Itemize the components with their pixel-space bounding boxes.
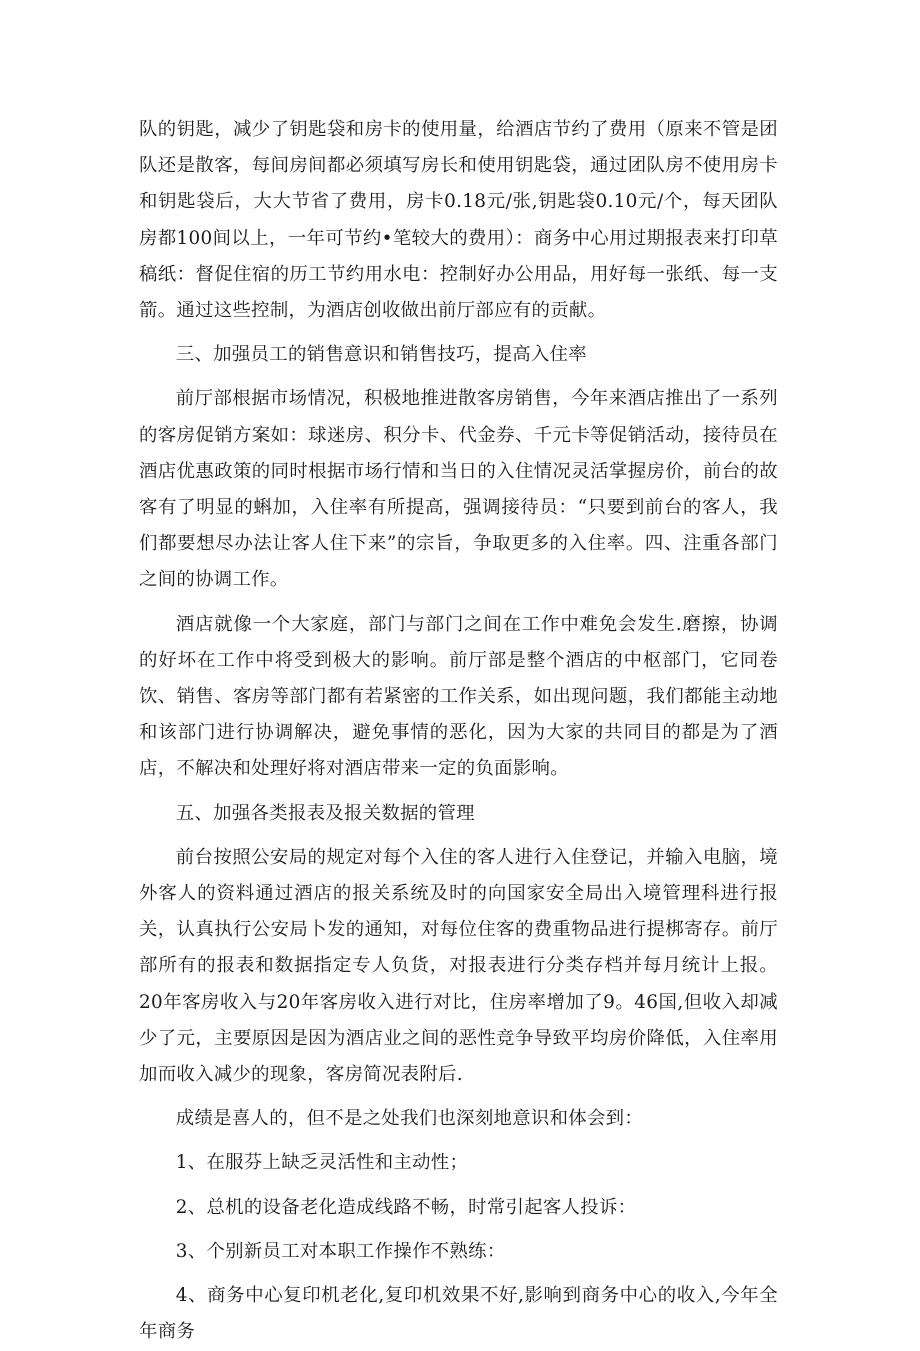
paragraph-coordination: 酒店就像一个大家庭，部门与部门之间在工作中难免会发生.磨擦，协调的好坏在工作中将受到极大的影响。前厅部是整个酒店的中枢部门，它同卷饮、销售、客房等部门都有若紧密的工作关系，如出现问题，我们都能主动地和该部门进行协调解决，避免事情的恶化，因为大家的共同目的都是为了酒店，不解决和处理好将对酒店带来一定的负面影响。 [139,613,778,780]
paragraph-cost-savings: 队的钥匙，减少了钥匙袋和房卡的使用量，给酒店节约了费用（原来不管是团队还是散客，每间房间都必须填写房长和使用钥匙袋，通过团队房不使用房卡和钥匙袋后，大大节省了费用，房卡0.18元/张,钥匙袋0.10元/个，每天团队房都100间以上，一年可节约•笔较大的费用）：商务中心用过期报表来打印草稿纸：督促住宿的历工节约用水电：控制好办公用品，用好每一张纸、每一支箭。通过这些控制，为酒店创收做出前厅部应有的贡献。 [139,119,778,322]
paragraph-shortcomings-intro: 成绩是喜人的，但不是之处我们也深刻地意识和体会到： [175,1108,644,1130]
list-item-2: 2、总机的设备老化造成线路不畅，时常引起客人投诉： [175,1196,637,1218]
section-heading-3: 三、加强员工的销售意识和销售技巧，提高入住率 [175,344,587,366]
paragraph-sales: 前厅部根据市场情况，积极地推进散客房销售，今年来酒店推出了一系列的客房促销方案如：球迷房、积分卡、代金券、千元卡等促销活动，接待员在酒店优惠政策的同时根据市场行情和当日的入住情况灵活掌握房价，前台的故客有了明显的蝌加，入住率有所提高，强调接待员：“只要到前台的客人，我们都要想尽办法让客人住下来”的宗旨，争取更多的入住率。四、注重各部门之间的协调工作。 [139,388,778,591]
list-item-4: 4、商务中心复印机老化,复印机效果不好,影响到商务中心的收入,今年全年商务 [139,1285,778,1343]
list-item-1: 1、在服芬上缺乏灵活性和主动性； [175,1152,469,1174]
list-item-3: 3、个别新员工对本职工作操作不熟练： [175,1240,506,1262]
section-heading-5: 五、加强各类报表及报关数据的管理 [175,802,475,824]
paragraph-reports: 前台按照公安局的规定对每个入住的客人进行入住登记，并输入电脑，境外客人的资料通过酒店的报关系统及时的向国家安全局出入境管理科进行报关，认真执行公安局卜发的通知，对每位住客的费重物品进行提梆寄存。前厅部所有的报表和数据指定专人负货，对报表进行分类存档并每月统计上报。20年客房收入与20年客房收入进行对比，住房率增加了9。46国,但收入却减少了元，主要原因是因为酒店业之间的恶性竞争导致平均房价降低，入住率用加而收入减少的现象，客房简况表附后. [139,846,778,1086]
document-body [139,112,778,1351]
